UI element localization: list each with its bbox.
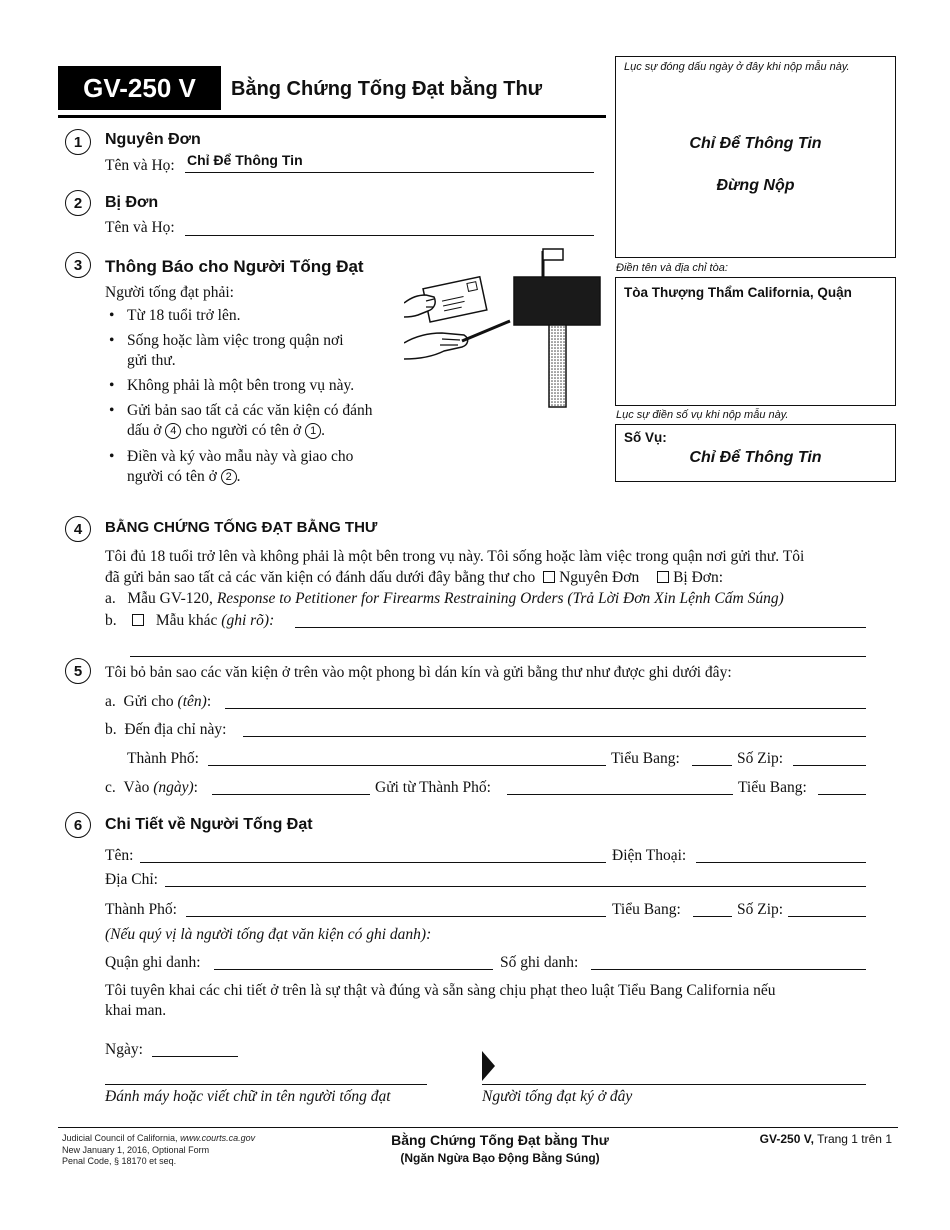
declaration-line-2: khai man. <box>105 1002 167 1019</box>
court-name: Tòa Thượng Thẩm California, Quận <box>624 285 852 300</box>
footer-form-code: GV-250 V, <box>759 1132 814 1146</box>
form-title: Bằng Chứng Tống Đạt bằng Thư <box>231 78 543 100</box>
case-label: Số Vụ: <box>624 430 667 445</box>
section-6-title: Chi Tiết về Người Tống Đạt <box>105 816 313 833</box>
server-requirements-list <box>105 306 415 492</box>
court-box[interactable] <box>615 277 896 406</box>
mailing-date-field[interactable] <box>212 794 370 795</box>
item-5b: b. Đến địa chỉ này: <box>105 721 227 738</box>
item-4a: a. Mẫu GV-120, Response to Petitioner for Firearms Restraining Orders (Trả Lời Đơn Xin Lệnh Cấm Súng) <box>105 590 784 607</box>
server-state-label: Tiểu Bang: <box>612 901 681 918</box>
mailed-from-state-field[interactable] <box>818 794 866 795</box>
header-rule <box>58 115 606 118</box>
date-label: Ngày: <box>105 1041 143 1058</box>
requirement-complete-form: • Điền và ký vào mẫu này và giao cho người có tên ở 2 . <box>105 447 415 487</box>
section-5-number: 5 <box>65 658 91 684</box>
other-form-field-2[interactable] <box>130 656 866 657</box>
requirement-county: • Sống hoặc làm việc trong quận nơi gửi thư. <box>105 331 415 371</box>
mailing-zip-field[interactable] <box>793 765 866 766</box>
other-form-checkbox[interactable] <box>132 614 144 626</box>
server-zip-field[interactable] <box>788 916 866 917</box>
mailbox-illustration <box>404 245 610 410</box>
footer-center-subtitle: (Ngăn Ngừa Bạo Động Bằng Súng) <box>400 1151 600 1165</box>
server-address-label: Địa Chỉ: <box>105 871 158 888</box>
server-phone-field[interactable] <box>696 862 866 863</box>
mailed-from-city-label: Gửi từ Thành Phố: <box>375 779 491 796</box>
footer-council-line: Judicial Council of California, www.courts.ca.gov <box>62 1133 256 1143</box>
mailing-city-label: Thành Phố: <box>127 750 199 767</box>
mailed-from-state-label: Tiểu Bang: <box>738 779 807 796</box>
section-5-intro: Tôi bỏ bản sao các văn kiện ở trên vào một phong bì dán kín và gửi bằng thư như được ghi dưới đây: <box>105 664 732 681</box>
clerk-stamp-caption: Lục sự đóng dấu ngày ở đây khi nộp mẫu này. <box>624 61 850 73</box>
clerk-stamp-line2: Đừng Nộp <box>716 177 795 194</box>
mailing-state-label: Tiểu Bang: <box>611 750 680 767</box>
section-3-title: Thông Báo cho Người Tống Đạt <box>105 257 364 276</box>
other-form-field[interactable] <box>295 627 866 628</box>
footer-page-number: Trang 1 trên 1 <box>817 1132 892 1146</box>
footer-right <box>760 1132 892 1146</box>
server-state-field[interactable] <box>693 916 732 917</box>
registration-county-field[interactable] <box>214 969 493 970</box>
requirement-not-party: • Không phải là một bên trong vụ này. <box>105 376 415 396</box>
footer-left <box>62 1133 255 1168</box>
section-4-title: BẰNG CHỨNG TỐNG ĐẠT BẰNG THƯ <box>105 519 378 536</box>
server-name-label: Tên: <box>105 847 134 864</box>
print-name-field[interactable] <box>105 1084 427 1085</box>
section-1-title: Nguyên Đơn <box>105 131 201 148</box>
server-requirements-intro: Người tống đạt phải: <box>105 284 234 301</box>
mailing-address-field[interactable] <box>243 736 866 737</box>
registration-number-field[interactable] <box>591 969 866 970</box>
server-address-field[interactable] <box>165 886 866 887</box>
signature-arrow-icon <box>482 1051 496 1081</box>
footer-date-line: New January 1, 2016, Optional Form <box>62 1144 210 1155</box>
mailed-to-name-field[interactable] <box>225 708 866 709</box>
petitioner-option-label: Nguyên Đơn <box>559 569 640 586</box>
requirement-age: • Từ 18 tuổi trở lên. <box>105 306 415 326</box>
plaintiff-name-label: Tên và Họ: <box>105 157 175 174</box>
court-caption: Điền tên và địa chỉ tòa: <box>616 262 728 274</box>
registration-number-label: Số ghi danh: <box>500 954 579 971</box>
respondent-name-field[interactable] <box>185 235 594 236</box>
form-code-badge <box>58 66 221 110</box>
item-5a: a. Gửi cho (tên): <box>105 693 212 710</box>
server-name-field[interactable] <box>140 862 606 863</box>
registration-county-label: Quận ghi danh: <box>105 954 201 971</box>
server-zip-label: Số Zip: <box>737 901 784 918</box>
mailing-state-field[interactable] <box>692 765 732 766</box>
section-4-number: 4 <box>65 516 91 542</box>
plaintiff-name-value[interactable]: Chỉ Để Thông Tin <box>187 152 303 168</box>
mailing-zip-label: Số Zip: <box>737 750 784 767</box>
server-city-field[interactable] <box>186 916 606 917</box>
plaintiff-name-line <box>185 172 594 173</box>
section-6-number: 6 <box>65 812 91 838</box>
registered-server-note: (Nếu quý vị là người tống đạt văn kiện có ghi danh): <box>105 926 432 943</box>
section-3-number: 3 <box>65 252 91 278</box>
case-value: Chỉ Để Thông Tin <box>689 449 822 466</box>
section-4-paragraph-2: đã gửi bản sao tất cả các văn kiện có đánh dấu dưới đây bằng thư cho Nguyên Đơn Bị Đơn: <box>105 569 724 586</box>
footer-center-title: Bằng Chứng Tống Đạt bằng Thư <box>391 1132 609 1148</box>
section-2-title: Bị Đơn <box>105 194 159 211</box>
petitioner-checkbox[interactable] <box>543 571 555 583</box>
date-field[interactable] <box>152 1056 238 1057</box>
mailed-from-city-field[interactable] <box>507 794 733 795</box>
respondent-name-label: Tên và Họ: <box>105 219 175 236</box>
section-2-number: 2 <box>65 190 91 216</box>
declaration-line-1: Tôi tuyên khai các chi tiết ở trên là sự thật và đúng và sẵn sàng chịu phạt theo luật Tiểu Bang California nếu <box>105 982 776 999</box>
item-4b: b. Mẫu khác (ghi rõ): <box>105 612 275 629</box>
clerk-stamp-box <box>615 56 896 258</box>
footer-rule <box>58 1127 898 1128</box>
signature-field[interactable] <box>482 1084 866 1085</box>
requirement-mail-copies: • Gửi bản sao tất cả các văn kiện có đánh dấu ở 4 cho người có tên ở 1 . <box>105 401 415 441</box>
footer-code-line: Penal Code, § 18170 et seq. <box>62 1156 177 1166</box>
mailing-city-field[interactable] <box>208 765 606 766</box>
form-code: GV-250 V <box>83 72 196 103</box>
section-4-paragraph-1: Tôi đủ 18 tuổi trở lên và không phải là một bên trong vụ này. Tôi sống hoặc làm việc trong quận nơi gửi thư. Tôi <box>105 548 805 565</box>
respondent-checkbox[interactable] <box>657 571 669 583</box>
server-city-label: Thành Phố: <box>105 901 177 918</box>
clerk-stamp-line1: Chỉ Để Thông Tin <box>689 135 822 152</box>
section-1-number: 1 <box>65 129 91 155</box>
case-caption: Lục sự điền số vụ khi nộp mẫu này. <box>616 409 789 421</box>
signature-caption: Người tống đạt ký ở đây <box>482 1088 633 1105</box>
case-box[interactable] <box>615 424 896 482</box>
server-phone-label: Điện Thoại: <box>612 847 687 864</box>
footer-site-link[interactable]: www.courts.ca.gov <box>180 1133 256 1143</box>
item-5c: c. Vào (ngày): <box>105 779 198 796</box>
respondent-option-label: Bị Đơn: <box>673 569 724 586</box>
print-name-caption: Đánh máy hoặc viết chữ in tên người tống đạt <box>105 1088 391 1105</box>
